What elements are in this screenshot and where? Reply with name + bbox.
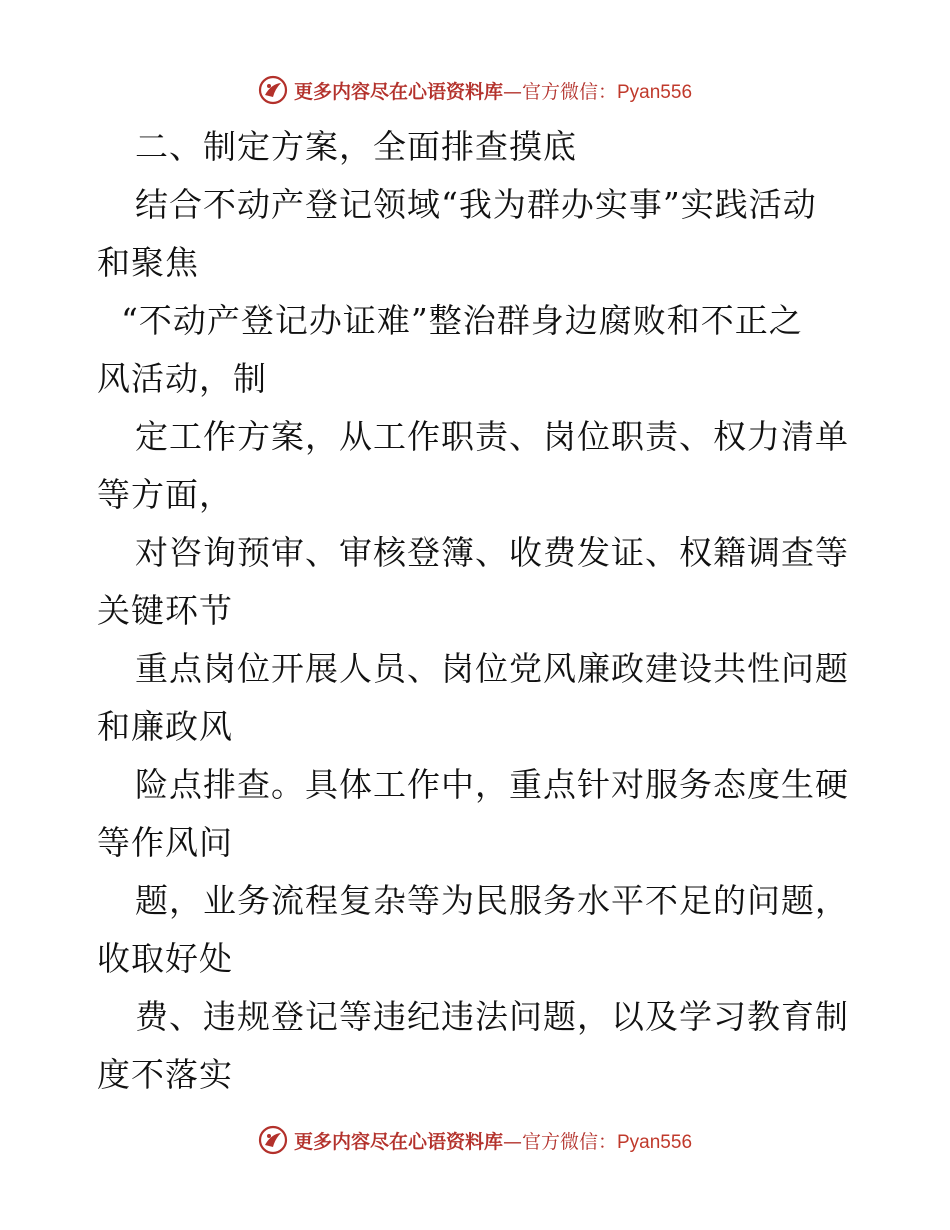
document-body [97,118,857,1104]
brush-seal-icon [258,75,288,105]
paragraph-line: 和聚焦 [97,243,199,282]
paragraph-line: 风活动，制 [97,359,267,398]
paragraph-line: 费、违规登记等违纪违法问题，以及学习教育制 [135,997,849,1036]
watermark-main: 更多内容尽在心语资料库 [293,1130,503,1153]
watermark-main: 更多内容尽在心语资料库 [293,80,503,103]
footer-watermark [0,1120,950,1160]
section-heading: 二、制定方案，全面排查摸底 [135,127,577,166]
watermark-sub: 官方微信： [521,1130,617,1153]
paragraph-line: 等方面， [97,475,233,514]
paragraph-line: 等作风问 [97,823,233,862]
watermark-dash: — [502,80,522,103]
watermark-dash: — [502,1130,522,1153]
watermark-sub: 官方微信： [521,80,617,103]
paragraph-line: 度不落实 [97,1055,233,1094]
paragraph-line: 定工作方案，从工作职责、岗位职责、权力清单 [135,417,849,456]
paragraph-line: 题，业务流程复杂等为民服务水平不足的问题， [135,881,849,920]
brush-seal-icon [258,1125,288,1155]
paragraph-line: 对咨询预审、审核登簿、收费发证、权籍调查等 [135,533,849,572]
paragraph-line: 结合不动产登记领域“我为群办实事”实践活动 [135,185,817,224]
paragraph-line: 重点岗位开展人员、岗位党风廉政建设共性问题 [135,649,849,688]
watermark-id: Pyan556 [617,81,693,103]
watermark-id: Pyan556 [617,1131,693,1153]
paragraph-line: 收取好处 [97,939,233,978]
paragraph-line: “不动产登记办证难”整治群身边腐败和不正之 [121,301,803,340]
watermark-text [294,1127,692,1154]
paragraph-line: 险点排查。具体工作中，重点针对服务态度生硬 [135,765,849,804]
header-watermark [0,70,950,110]
paragraph-line: 关键环节 [97,591,233,630]
watermark-text [294,77,692,104]
paragraph-line: 和廉政风 [97,707,233,746]
